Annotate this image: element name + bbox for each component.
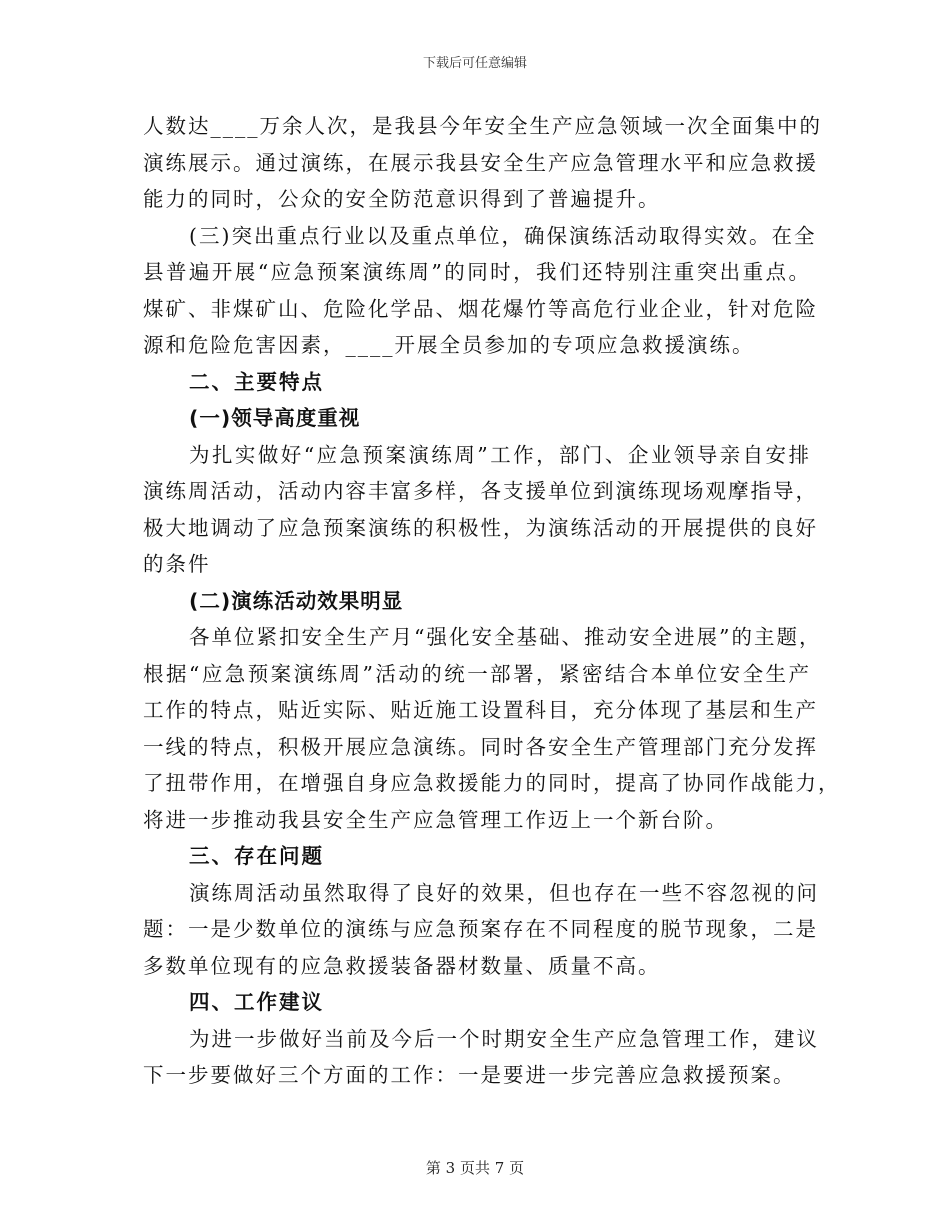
paragraph-line: 各单位紧扣安全生产月“强化安全基础、推动安全进展”的主题， xyxy=(189,625,822,649)
paragraph-line: 下一步要做好三个方面的工作：一是要进一步完善应急救援预案。 xyxy=(143,1063,796,1087)
section-heading: 四、工作建议 xyxy=(189,990,324,1014)
paragraph-line: 将进一步推动我县安全生产应急管理工作迈上一个新台阶。 xyxy=(143,807,728,832)
paragraph-line: 煤矿、非煤矿山、危险化学品、烟花爆竹等高危行业企业，针对危险 xyxy=(143,296,818,321)
paragraph-line: 能力的同时，公众的安全防范意识得到了普遍提升。 xyxy=(143,187,661,211)
paragraph xyxy=(143,108,822,218)
paragraph-line: 源和危险危害因素，____开展全员参加的专项应急救援演练。 xyxy=(143,333,755,357)
paragraph xyxy=(143,437,818,583)
subsection-heading: (二)演练活动效果明显 xyxy=(189,588,404,613)
page-header: 下载后可任意编辑 xyxy=(422,56,527,71)
document-body xyxy=(143,108,841,1094)
paragraph-line: 的条件 xyxy=(143,552,211,576)
paragraph xyxy=(143,218,818,364)
paragraph xyxy=(143,1021,819,1094)
paragraph-line: 演练周活动，活动内容丰富多样，各支援单位到演练现场观摩指导， xyxy=(143,479,818,503)
paragraph-line: 演练周活动虽然取得了良好的效果，但也存在一些不容忽视的问 xyxy=(189,880,819,905)
paragraph-line: 根据“应急预案演练周”活动的统一部署，紧密结合本单位安全生产 xyxy=(143,661,811,686)
paragraph-line: 为进一步做好当前及今后一个时期安全生产应急管理工作，建议 xyxy=(189,1026,819,1051)
paragraph-line: 工作的特点，贴近实际、贴近施工设置科目，充分体现了基层和生产 xyxy=(143,698,818,722)
paragraph-line: 多数单位现有的应急救援装备器材数量、质量不高。 xyxy=(143,953,661,978)
paragraph xyxy=(143,619,841,838)
subsection-heading: (一)领导高度重视 xyxy=(189,406,361,430)
paragraph-line: 了扭带作用，在增强自身应急救援能力的同时，提高了协同作战能力， xyxy=(143,771,841,795)
paragraph xyxy=(143,875,819,985)
paragraph-line: 演练展示。通过演练，在展示我县安全生产应急管理水平和应急救援 xyxy=(143,150,818,175)
paragraph-line: 极大地调动了应急预案演练的积极性，为演练活动的开展提供的良好 xyxy=(143,515,818,540)
paragraph-line: 人数达____万余人次，是我县今年安全生产应急领域一次全面集中的 xyxy=(143,114,822,138)
paragraph-line: 为扎实做好“应急预案演练周”工作，部门、企业领导亲自安排 xyxy=(189,442,811,467)
paragraph-line: (三)突出重点行业以及重点单位，确保演练活动取得实效。在全 xyxy=(189,223,817,248)
section-heading: 二、主要特点 xyxy=(189,369,324,394)
page-footer: 第 3 页共 7 页 xyxy=(425,1159,525,1177)
section-heading: 三、存在问题 xyxy=(189,844,324,868)
paragraph-line: 县普遍开展“应急预案演练周”的同时，我们还特别注重突出重点。 xyxy=(143,260,811,284)
paragraph-line: 一线的特点，积极开展应急演练。同时各安全生产管理部门充分发挥 xyxy=(143,734,818,759)
paragraph-line: 题：一是少数单位的演练与应急预案存在不同程度的脱节现象，二是 xyxy=(143,917,818,941)
